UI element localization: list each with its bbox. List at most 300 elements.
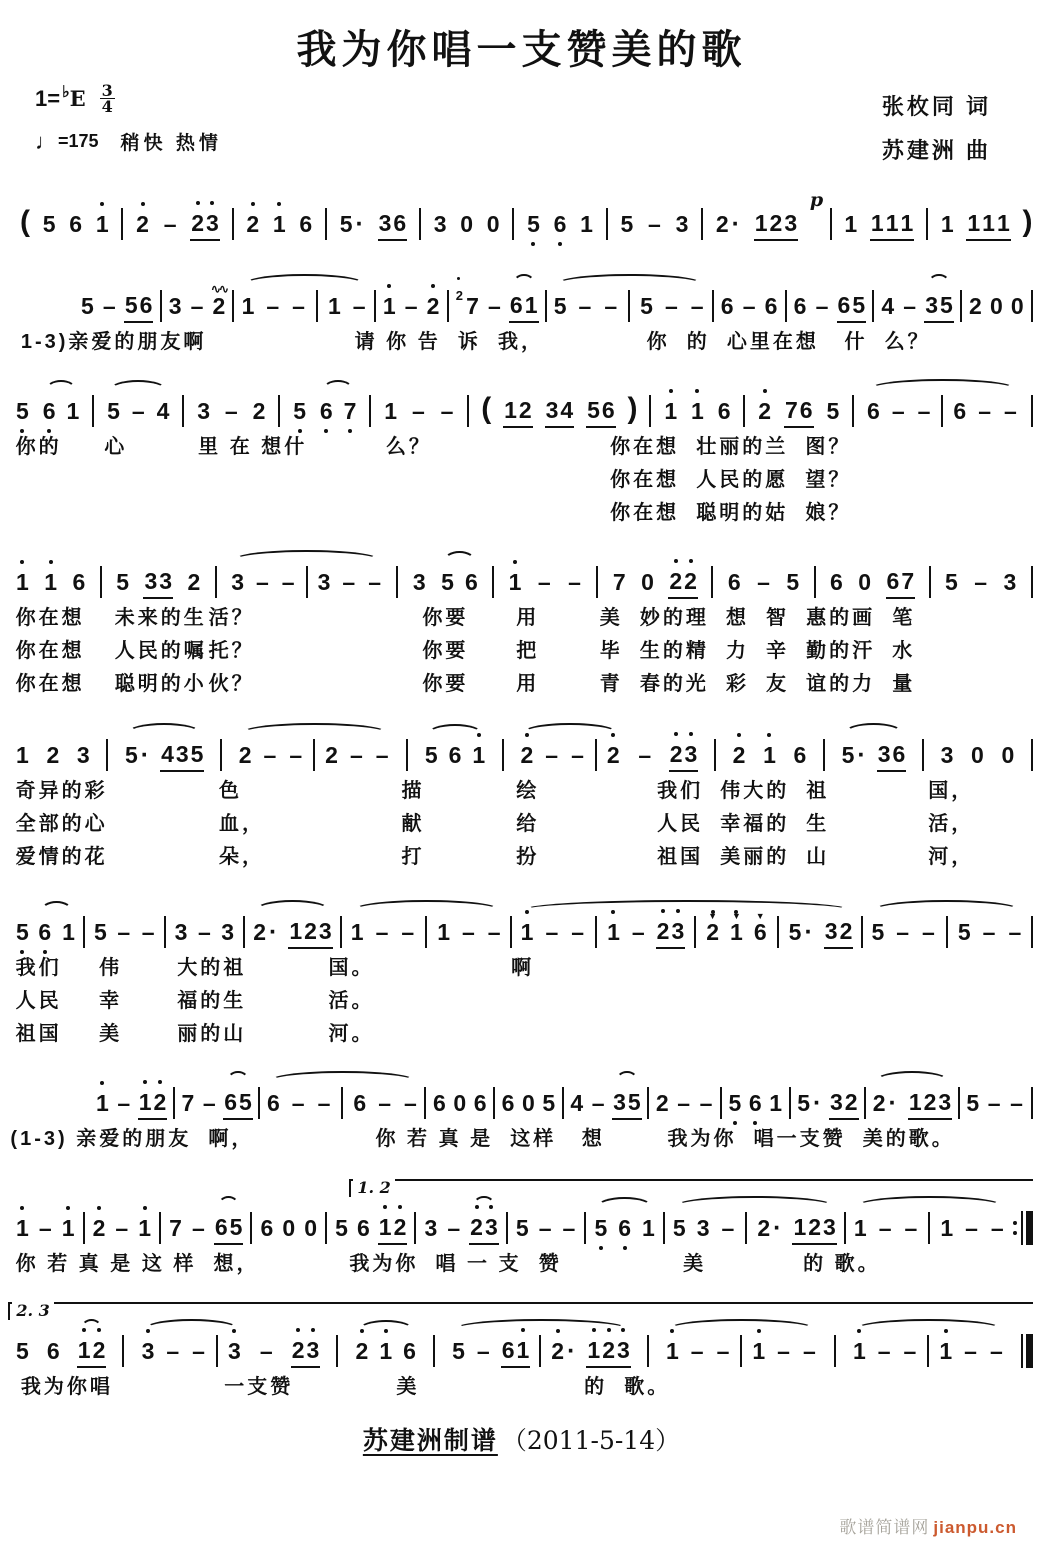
note (606, 917, 621, 947)
note-digit: 1 (137, 1213, 152, 1243)
octave-dot-up (277, 202, 281, 206)
note (801, 1336, 818, 1366)
note-digit: 3 (684, 739, 699, 769)
dash: – (891, 398, 905, 424)
note-digit: 1 (900, 209, 914, 236)
duration-dot: · (888, 1089, 897, 1117)
note (655, 1088, 670, 1118)
music-system (0, 374, 1043, 529)
note (473, 1088, 488, 1118)
note (824, 916, 854, 949)
barline (712, 290, 714, 322)
note-digit: 2 (304, 917, 317, 944)
note (569, 1088, 584, 1118)
note (459, 209, 474, 239)
note-digit: 1 (908, 1088, 922, 1115)
dash: – (256, 569, 269, 595)
note (981, 917, 998, 947)
note (829, 1087, 859, 1120)
note-digit: 1 (870, 209, 884, 236)
barline (595, 739, 597, 771)
note (970, 740, 985, 770)
note (15, 1213, 30, 1243)
barline (510, 916, 512, 948)
note (287, 740, 304, 770)
note-digit: 1 (378, 1336, 393, 1366)
dash: – (317, 1090, 331, 1116)
note-digit: 2 (355, 1336, 370, 1366)
dash: – (1010, 1090, 1023, 1116)
dash: – (259, 1338, 273, 1364)
barline (823, 739, 825, 771)
note (486, 209, 501, 239)
barline (872, 290, 874, 322)
note (886, 566, 916, 599)
barline (1031, 290, 1033, 322)
note (113, 1213, 130, 1243)
lyric-segment: 啊 (511, 957, 535, 979)
note-digit: 2 (757, 396, 772, 426)
note (316, 1088, 333, 1118)
note (223, 1087, 253, 1120)
lyric-segment: 扮 (516, 846, 540, 868)
octave-dot-up (521, 1328, 525, 1332)
dash: – (115, 1215, 129, 1241)
note-digit: 6 (393, 209, 407, 236)
note (42, 209, 57, 239)
repeat-dot (1013, 1231, 1017, 1235)
note (989, 1213, 1006, 1243)
note-digit: 6 (799, 396, 813, 423)
barline (647, 1087, 649, 1119)
note (288, 916, 332, 949)
watermark-url[interactable]: jianpu.cn (933, 1518, 1017, 1537)
note-digit: 7 (169, 1215, 182, 1241)
lyrics-row (0, 496, 1043, 529)
note-digit: 5 (826, 398, 840, 424)
octave-dot-up (143, 1080, 147, 1084)
music-line (0, 545, 1043, 601)
note (508, 567, 523, 597)
note (762, 740, 777, 770)
dash: – (690, 1338, 704, 1364)
accent-icon: ▼ (731, 911, 741, 921)
dash: – (815, 293, 829, 319)
barline (960, 290, 962, 322)
dash: – (375, 919, 389, 945)
note (705, 911, 720, 947)
lyric-segment: 爱情的花 (15, 846, 108, 868)
note (515, 1213, 530, 1243)
lyric-segment: 血， (219, 813, 266, 835)
lyric-segment: 你 若 真 是 这样 想 (375, 1128, 605, 1150)
repeat-end-barline (1013, 1211, 1033, 1245)
duration-dot: · (140, 741, 150, 769)
note-digit: 3 (412, 569, 426, 595)
dash: – (878, 1215, 892, 1241)
note (617, 1213, 632, 1243)
octave-dot-up (763, 389, 767, 393)
dash: – (664, 293, 678, 319)
dash: – (1008, 919, 1022, 945)
note (168, 291, 183, 321)
dash: – (141, 919, 155, 945)
note (426, 291, 441, 321)
note (796, 1088, 823, 1118)
note (223, 396, 240, 426)
barline (216, 1335, 218, 1367)
note (509, 290, 539, 323)
barline (341, 1087, 343, 1119)
barline (340, 916, 342, 948)
octave-dot-up (525, 910, 529, 914)
lyric-segment: 你在想 (15, 607, 85, 629)
note-digit: 3 (545, 396, 559, 423)
slur-group (853, 1212, 1006, 1244)
dash: – (903, 293, 917, 319)
note-digit: 3 (205, 208, 220, 238)
dash: – (440, 398, 454, 424)
note (866, 396, 881, 426)
note (689, 1336, 706, 1366)
note (966, 208, 1010, 241)
lyric-segment: 你要 (422, 640, 469, 662)
parenthesis: ) (1022, 205, 1033, 238)
note (383, 396, 398, 426)
note-digit: 5 (441, 569, 454, 595)
note (1002, 396, 1019, 426)
note-digit: 6 (886, 567, 900, 594)
slur-group (424, 740, 486, 770)
note-digit: 3 (197, 398, 211, 424)
note-digit: 1 (378, 1212, 393, 1242)
note-digit: 1 (382, 291, 397, 321)
barline (336, 1335, 338, 1367)
note (729, 911, 744, 947)
note-digit: 3 (433, 211, 447, 237)
note-digit: 6 (748, 1088, 763, 1118)
music-line (0, 1169, 1043, 1247)
note (471, 740, 486, 770)
note-digit: 6 (509, 291, 523, 318)
note (220, 917, 235, 947)
note-digit: 6 (46, 1338, 60, 1364)
dash: – (163, 211, 177, 237)
note (156, 396, 171, 426)
lyric-segment: 你在想 (15, 673, 85, 695)
music-system (0, 1066, 1043, 1155)
note-digit: 6 (299, 211, 313, 237)
note-digit: 6 (837, 291, 851, 318)
barline (83, 1212, 85, 1244)
note (334, 1213, 349, 1243)
note-digit: 1 (350, 919, 364, 945)
lyric-segment: 人民 幸福的 生 (657, 813, 830, 835)
barline (406, 739, 408, 771)
note (101, 291, 118, 321)
note (137, 1213, 152, 1243)
duration-dot: · (268, 918, 278, 946)
note (292, 396, 307, 426)
lyric-segment: 我为你 唱 一 支 赞 (349, 1253, 562, 1275)
note (412, 567, 427, 597)
note-digit: 0 (971, 742, 984, 768)
note (190, 1336, 207, 1366)
note (793, 291, 808, 321)
note-digit: 6 (139, 291, 153, 318)
barline (278, 395, 280, 427)
note (902, 1336, 919, 1366)
barline (649, 395, 651, 427)
octave-dot-up (757, 1329, 761, 1333)
lyricist-credit: 张枚同 词 (881, 94, 991, 119)
dash: – (987, 1090, 1001, 1116)
accent-icon: ▼ (708, 911, 718, 921)
note-digit: 0 (989, 293, 1003, 319)
note-digit: 5 (871, 919, 885, 945)
note-digit: 5 (526, 209, 541, 239)
octave-dot-up (607, 1328, 611, 1332)
dash: – (342, 569, 356, 595)
note (445, 1213, 462, 1243)
parenthesis: ) (627, 392, 638, 425)
barline (1031, 1087, 1033, 1119)
note-digit: 2 (325, 742, 338, 768)
lyric-segment: 聪明的小 (114, 673, 207, 695)
music-line (0, 895, 1043, 951)
note-digit: 1 (508, 567, 523, 597)
note-digit: 1 (967, 209, 981, 236)
slur-group (355, 1336, 417, 1366)
note (569, 740, 586, 770)
note-digit: 2 (455, 281, 464, 311)
octave-dot-up (383, 1205, 387, 1209)
note-digit: 4 (156, 398, 170, 424)
duration-dot: · (567, 1337, 576, 1365)
barline (694, 916, 696, 948)
note (715, 209, 742, 239)
duration-dot: · (731, 210, 740, 238)
lyric-segment: 用 (516, 673, 540, 695)
note-digit: 5 (593, 1213, 608, 1243)
barline (502, 739, 504, 771)
note-digit: 1 (762, 740, 777, 770)
note (939, 1213, 954, 1243)
note (793, 740, 808, 770)
octave-dot-down (531, 242, 535, 246)
note-digit: 1 (580, 211, 593, 237)
note-digit: 3 (424, 1215, 438, 1241)
note (732, 740, 747, 770)
note (260, 1213, 275, 1243)
note (663, 291, 680, 321)
note (870, 917, 885, 947)
barline (830, 208, 832, 240)
note (124, 290, 154, 323)
note (988, 1336, 1005, 1366)
note (829, 567, 844, 597)
octave-dot-up (457, 277, 460, 280)
music-line (0, 718, 1043, 774)
note (486, 917, 503, 947)
note (775, 1336, 792, 1366)
arrangement-date: （2011-5-14） (501, 1426, 681, 1455)
barline (492, 566, 494, 598)
lyrics-row (0, 601, 1043, 634)
note (43, 567, 58, 597)
duration-dot: · (857, 741, 866, 769)
note-digit: 6 (553, 209, 568, 239)
barline (122, 1335, 124, 1367)
note-digit: 3 (174, 919, 188, 945)
note (378, 208, 408, 241)
note-digit: 2 (92, 1213, 107, 1243)
slur-group (230, 566, 383, 598)
lyric-segment: 青 春的光 彩 友 谊的力 量 (599, 673, 916, 695)
note-digit: 1 (853, 1215, 867, 1241)
note (586, 395, 616, 428)
note (196, 396, 211, 426)
dash: – (1004, 398, 1017, 424)
lyric-segment: 你在想 聪明的姑 娘？ (610, 502, 852, 524)
note-digit: 1 (504, 396, 517, 423)
note (238, 740, 253, 770)
note (448, 740, 463, 770)
lyric-segment: 的 歌。 (803, 1253, 881, 1275)
note (753, 911, 768, 947)
dash: – (403, 1090, 417, 1116)
lyrics-row (0, 984, 1043, 1017)
octave-dot-up (49, 560, 53, 564)
lyrics-row (0, 1247, 1043, 1280)
slur-group (612, 1087, 642, 1120)
note-digit: 2 (683, 566, 698, 596)
note-digit: 3 (824, 917, 838, 944)
note (366, 567, 383, 597)
note-digit: 5 (15, 917, 30, 947)
note (619, 209, 634, 239)
mordent-icon: ∿∿ (210, 282, 227, 296)
dash: – (777, 1338, 790, 1364)
note (520, 917, 535, 947)
octave-dot-up (20, 560, 24, 564)
slur-group (870, 916, 1023, 948)
note (843, 209, 858, 239)
slur-group (124, 739, 205, 772)
lyric-segment: 么？ (385, 436, 432, 458)
note-digit: 3 (159, 567, 173, 594)
octave-dot-up (141, 202, 145, 206)
note (1000, 740, 1015, 770)
note-digit: 0 (453, 1090, 467, 1116)
barline (306, 566, 308, 598)
note-digit: 2 (393, 1212, 408, 1242)
note (720, 1213, 737, 1243)
key-letter: E (69, 86, 86, 111)
note-digit: 2 (550, 1336, 565, 1366)
note (1008, 1088, 1025, 1118)
slur-group (141, 1335, 242, 1367)
note-digit: 1 (852, 1336, 867, 1366)
octave-dot-up (944, 1329, 948, 1333)
note (348, 740, 365, 770)
note (536, 567, 553, 597)
barline (369, 395, 371, 427)
note (579, 209, 594, 239)
barline (425, 916, 427, 948)
barline (861, 916, 863, 948)
footer-credit-row (0, 1421, 1043, 1457)
dash: – (263, 742, 277, 768)
octave-dot-up (592, 1328, 596, 1332)
note-digit: 6 (720, 293, 734, 319)
octave-dot-up (767, 733, 771, 737)
note-digit: 1 (289, 917, 303, 944)
note (630, 917, 647, 947)
note-digit: 3 (227, 1336, 242, 1366)
note (792, 1212, 836, 1245)
slur-group (266, 1087, 419, 1119)
dash: – (903, 1338, 917, 1364)
lyric-segment: 我为你唱 (20, 1376, 113, 1398)
note (451, 1336, 466, 1366)
note (378, 1212, 408, 1245)
note (343, 396, 358, 426)
dash: – (690, 293, 704, 319)
note (986, 1088, 1003, 1118)
note-digit: 3 (484, 1212, 499, 1242)
dash: – (591, 1090, 605, 1116)
note-digit: 4 (161, 740, 174, 767)
barline (313, 739, 315, 771)
note (402, 1088, 419, 1118)
note-digit: 0 (522, 1090, 535, 1116)
slur-group (241, 290, 368, 322)
dash: – (378, 1090, 391, 1116)
note (814, 291, 831, 321)
note-digit: 6 (353, 1090, 367, 1116)
note-digit: 2 (872, 1090, 886, 1116)
note-digit: 2 ∿∿ (212, 291, 227, 321)
lyric-segment: 你的 (15, 436, 62, 458)
note (160, 739, 204, 772)
barline (433, 1335, 435, 1367)
key-tempo-block (35, 83, 222, 155)
note-digit: 5 (339, 211, 353, 237)
octave-dot-up (210, 201, 214, 205)
note-digit: 3 (175, 740, 189, 767)
note-digit: 5 (190, 740, 204, 767)
note-digit: 2 (253, 919, 266, 945)
note-digit: 1 (885, 209, 899, 236)
note (201, 1088, 218, 1118)
octave-dot-up (674, 559, 678, 563)
dash: – (896, 919, 910, 945)
note (754, 208, 798, 241)
lyric-segment: 活。 (328, 990, 375, 1012)
note-digit: 5 (292, 396, 307, 426)
barline (844, 1212, 846, 1244)
note (675, 1088, 692, 1118)
note-digit: 6 (432, 1090, 446, 1116)
octave-dot-up (251, 202, 255, 206)
barline (1031, 566, 1033, 598)
note-digit: 5 (841, 742, 855, 768)
lyric-segment: 祖国 (15, 1023, 62, 1045)
note-digit: 6 (464, 569, 478, 595)
barline (834, 1335, 836, 1367)
note (399, 917, 416, 947)
